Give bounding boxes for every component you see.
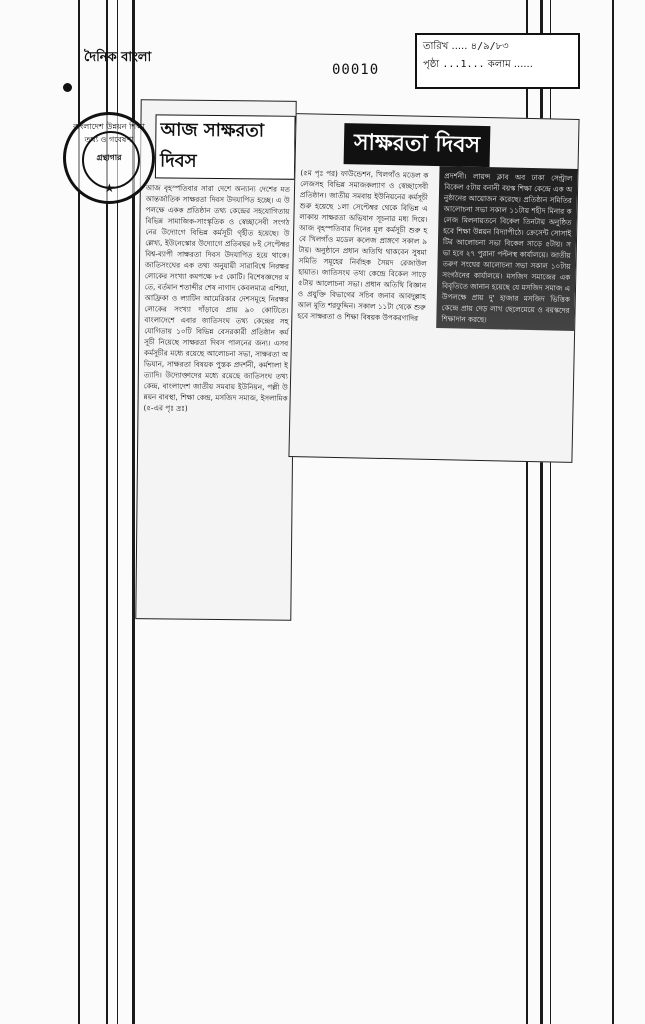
star-icon: ★	[104, 181, 115, 195]
clipping-right	[288, 113, 579, 463]
clipping-left	[135, 99, 296, 621]
column-label: কলাম	[487, 59, 511, 70]
stamp-center-text: গ্রন্থাগার	[96, 153, 122, 162]
date-box: তারিখ ..... ৪/৯/৮৩ পৃষ্ঠা ...1... কলাম ......	[415, 33, 580, 89]
clipping-right-column-1: (৫ম পৃঃ পর) ফাউন্ডেশন, খিলগাঁও মডেল কলেজসহ বিভিন্ন সমাজকল্যাণ ও স্বেচ্ছাসেবী প্রতিষ্ঠান। জাতীয় সমবায় ইউনিয়নের কর্মসূচী শুরু হয়েছে ১লা সেপ্টেম্বর থেকে বিভিন্ন এলাকায় সাক্ষরতা অভিযান সূচনার মধ্য দিয়ে। আজ বৃহস্পতিবার দিনের মূল কর্মসূচী শুরু হবে খিলগাঁও মডেল কলেজ প্রাঙ্গণে সকাল ৯টায়। অনুষ্ঠানে প্রধান অতিথি থাকবেন সুষমা সমিতি সমূহের নির্বাহক সৈয়দ রেজাউল হায়াত। জাতিসংঘ তথ্য কেন্দ্রে বিকেল সাড়ে ৫টায় আলোচনা সভা। প্রধান অতিথি বিজ্ঞান ও প্রযুক্তি বিভাগের সচিব জনাব আবদুল্লাহ আল মূতি শরফুদ্দিন। সকাল ১১টা থেকে শুরু হবে সাক্ষরতা ও শিক্ষা বিষয়ক উপকরণাদির	[297, 168, 429, 323]
clipping-left-headline: আজ সাক্ষরতা দিবস	[155, 114, 296, 179]
date-label: তারিখ	[423, 41, 449, 52]
clipping-right-headline: সাক্ষরতা দিবস	[344, 123, 491, 167]
stamp-top-text: বাংলাদেশ উন্নয়ন শিক্ষা তথ্য ও গবেষণা	[73, 122, 145, 144]
page-label: পৃষ্ঠা	[423, 59, 440, 70]
clipping-left-body: আজ বৃহস্পতিবার সারা দেশে অন্যান্য দেশের মত আন্তর্জাতিক সাক্ষরতা দিবস উদযাপিত হচ্ছে। এ উপলক্ষে একক প্রতিষ্ঠান তথ্য কেন্দ্রের সহযোগিতায় বিভিন্ন সামাজিক-সাংস্কৃতিক ও স্বেচ্ছাসেবী সংগঠনের উদ্যোগে বিভিন্ন কর্মসূচী গৃহীত হয়েছে। উল্লেখ্য, ইউনেস্কোর উদ্যোগে প্রতিবছর ৮ই সেপ্টেম্বর বিশ্ব-ব্যাপী সাক্ষরতা দিবস উদযাপিত হয়ে থাকে। জাতিসংঘের এক তথ্য অনুযায়ী সারাবিশ্বে নিরক্ষর লোকের সংখ্যা কমপক্ষে ৮৫ কোটি। বিশেষজ্ঞদের মতে, বর্তমান শতাব্দীর শেষ নাগাদ কেবলমাত্র এশিয়া, আফ্রিকা ও ল্যাটিন আমেরিকার দেশসমূহে নিরক্ষর লোকের সংখ্যা দাঁড়াবে প্রায় ৯০ কোটিতে। বাংলাদেশে এবার জাতিসংঘ তথ্য কেন্দ্রের সহযোগিতায় ১০টি বিভিন্ন বেসরকারী প্রতিষ্ঠান কর্মসূচী নিয়েছে সাক্ষরতা দিবস পালনের জন্য। এসব কর্মসূচীর মধ্যে রয়েছে আলোচনা সভা, সাক্ষরতা অভিযান, সাক্ষরতা বিষয়ক পুস্তক প্রদর্শনী, কর্মশালা ইত্যাদি। উদ্যোক্তাদের মধ্যে রয়েছে জাতিসংঘ তথ্য কেন্দ্র, বাংলাদেশ জাতীয় সমবায় ইউনিয়ন, পল্লী উন্নয়ন বাবস্থা, শিক্ষা কেন্দ্র, মসজিদ সমাজ, ইসলামিক (৫-এর পৃঃ দ্রঃ)	[143, 183, 290, 413]
library-stamp	[63, 112, 155, 204]
page-edge-line	[612, 0, 614, 1024]
clipping-right-column-2: প্রদর্শনী। লায়ন্স ক্লাব অব ঢাকা সেন্ট্রাল বিকেল ৫টায় বনানী বয়স্ক শিক্ষা কেন্দ্রে এক অনুষ্ঠানের আয়োজন করেছে। প্রতিষ্ঠান সমিতির আলোচনা সভা সকাল ১১টায় শহীদ মিনার কলেজ মিলনায়তনে বিকেল তিনটায় অনুষ্ঠিত হবে শিক্ষা উন্নয়ন বিদ্যাপীঠে। ক্রেসেন্ট সোসাইটির আলোচনা সভা বিকেল সাড়ে ৫টায়। সভা হবে ২৭ পুরানা পল্টনস্থ কার্যালয়ে। জাতীয় তরুণ সংঘের আলোচনা সভা সকাল ১০টায় সংগঠনের কার্যালয়ে। মসজিদ সমাজের এক বিবৃতিতে জানান হয়েছে যে মসজিদ সমাজ এ উপলক্ষে প্রায় দু' হাজার মসজিদ ভিত্তিক কেন্দ্রে প্রায় দেড় লাখ ছেলেমেয়ে ও বয়স্কদের শিক্ষাদান করছে।	[436, 166, 577, 331]
date-value: ৪/৯/৮৩	[470, 41, 509, 52]
newspaper-masthead: দৈনিক বাংলা	[84, 50, 152, 65]
page-value: ...1...	[442, 59, 485, 70]
serial-number: 00010	[332, 62, 380, 78]
punch-hole-dot	[63, 83, 72, 92]
